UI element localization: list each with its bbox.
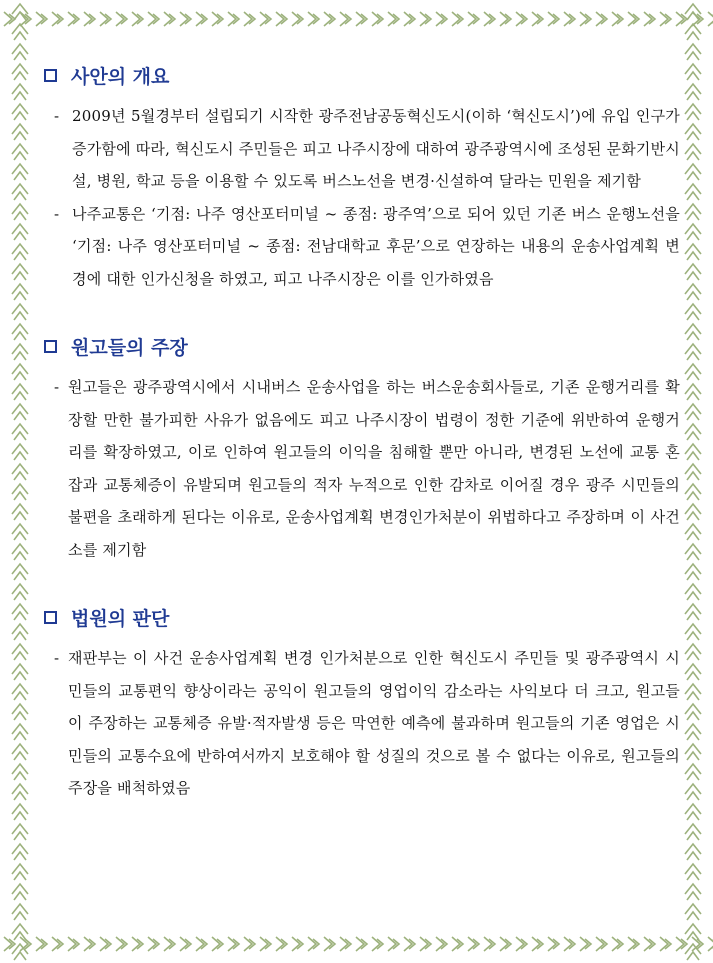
border-bottom-decoration xyxy=(0,925,713,963)
list-item xyxy=(40,642,680,805)
section-title: 원고들의 주장 xyxy=(71,336,188,359)
bullet-dash: - xyxy=(54,107,60,125)
border-top-decoration xyxy=(0,0,713,38)
section-heading xyxy=(44,602,680,632)
bullet-dash: - xyxy=(54,204,60,223)
section-heading xyxy=(44,60,680,90)
list-item xyxy=(40,100,680,198)
section-court-decision xyxy=(40,602,680,805)
section-heading xyxy=(44,331,680,361)
bullet-dash: - xyxy=(54,649,60,667)
document-body xyxy=(40,60,680,841)
border-left-decoration xyxy=(0,0,40,963)
list-item xyxy=(40,371,680,566)
checkbox-square-icon xyxy=(44,611,57,624)
section-title: 사안의 개요 xyxy=(71,65,170,88)
item-text: 2009년 5월경부터 설립되기 시작한 광주전남공동혁신도시(이하 ‘혁신도시’)에 유입 인구가 증가함에 따라, 혁신도시 주민들은 피고 나주시장에 대하여 광주광역시에 조성된 문화기반시설, 병원, 학교 등을 이용할 수 있도록 버스노선을 변경·신설하여 달라는 민원을 제기함 xyxy=(72,107,680,190)
bullet-dash: - xyxy=(54,378,60,396)
section-plaintiff-claims xyxy=(40,331,680,566)
list-item xyxy=(40,198,680,296)
section-title: 법원의 판단 xyxy=(71,607,170,630)
section-case-summary xyxy=(40,60,680,295)
item-text: 나주교통은 ‘기점: 나주 영산포터미널 ~ 종점: 광주역’으로 되어 있던 기존 버스 운행노선을 ‘기점: 나주 영산포터미널 ~ 종점: 전남대학교 후문’으로 연장하는 내용의 운송사업계획 변경에 대한 인가신청을 하였고, 피고 나주시장은 이를 인가하였음 xyxy=(72,204,680,288)
item-text: 재판부는 이 사건 운송사업계획 변경 인가처분으로 인한 혁신도시 주민들 및 광주광역시 시민들의 교통편익 향상이라는 공익이 원고들의 영업이익 감소라는 사익보다 더 크고, 원고들이 주장하는 교통체증 유발·적자발생 등은 막연한 예측에 불과하며 원고들의 기존 영업은 시민들의 교통수요에 반하여서까지 보호해야 할 성질의 것으로 볼 수 없다는 이유로, 원고들의 주장을 배척하였음 xyxy=(68,649,680,797)
item-text: 원고들은 광주광역시에서 시내버스 운송사업을 하는 버스운송회사들로, 기존 운행거리를 확장할 만한 불가피한 사유가 없음에도 피고 나주시장이 법령이 정한 기준에 위반하여 운행거리를 확장하였고, 이로 인하여 원고들의 이익을 침해할 뿐만 아니라, 변경된 노선에 교통 혼잡과 교통체증이 유발되며 원고들의 적자 누적으로 인한 감차로 이어질 경우 광주 시민들의 불편을 초래하게 된다는 이유로, 운송사업계획 변경인가처분이 위법하다고 주장하며 이 사건 소를 제기함 xyxy=(68,378,680,559)
checkbox-square-icon xyxy=(44,340,57,353)
checkbox-square-icon xyxy=(44,69,57,82)
